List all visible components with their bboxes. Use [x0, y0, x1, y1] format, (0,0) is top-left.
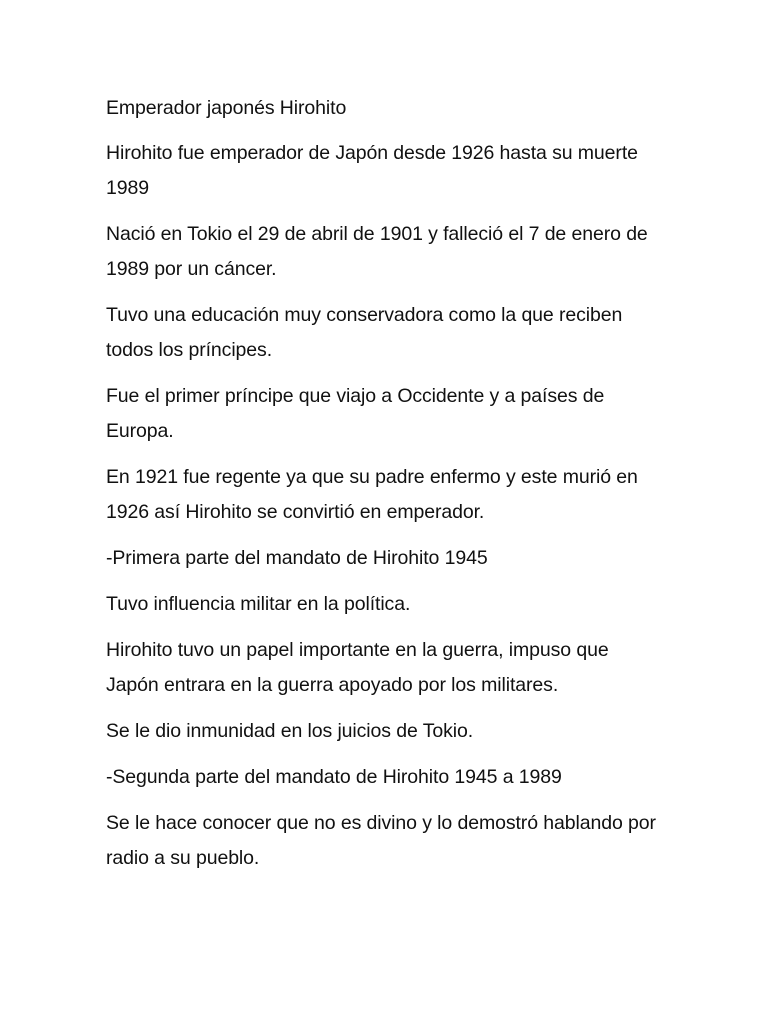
paragraph: Tuvo una educación muy conservadora como la que reciben todos los príncipes.	[106, 304, 623, 361]
paragraph: Tuvo influencia militar en la política.	[106, 593, 411, 615]
paragraph: En 1921 fue regente ya que su padre enfermo y este murió en 1926 así Hirohito se convirtió en emperador.	[106, 466, 638, 523]
paragraph: Fue el primer príncipe que viajo a Occidente y a países de Europa.	[106, 385, 605, 442]
paragraph: Se le hace conocer que no es divino y lo demostró hablando por radio a su pueblo.	[106, 812, 656, 869]
paragraph: Se le dio inmunidad en los juicios de Tokio.	[106, 720, 474, 742]
paragraph: Hirohito fue emperador de Japón desde 1926 hasta su muerte 1989	[106, 142, 638, 199]
section-heading-first-mandate: -Primera parte del mandato de Hirohito 1945	[106, 547, 488, 569]
document-title: Emperador japonés Hirohito	[106, 97, 347, 119]
document-body	[106, 91, 666, 887]
paragraph: Nació en Tokio el 29 de abril de 1901 y falleció el 7 de enero de 1989 por un cáncer.	[106, 223, 648, 280]
paragraph: Hirohito tuvo un papel importante en la guerra, impuso que Japón entrara en la guerra apoyado por los militares.	[106, 639, 609, 696]
section-heading-second-mandate: -Segunda parte del mandato de Hirohito 1945 a 1989	[106, 766, 562, 788]
